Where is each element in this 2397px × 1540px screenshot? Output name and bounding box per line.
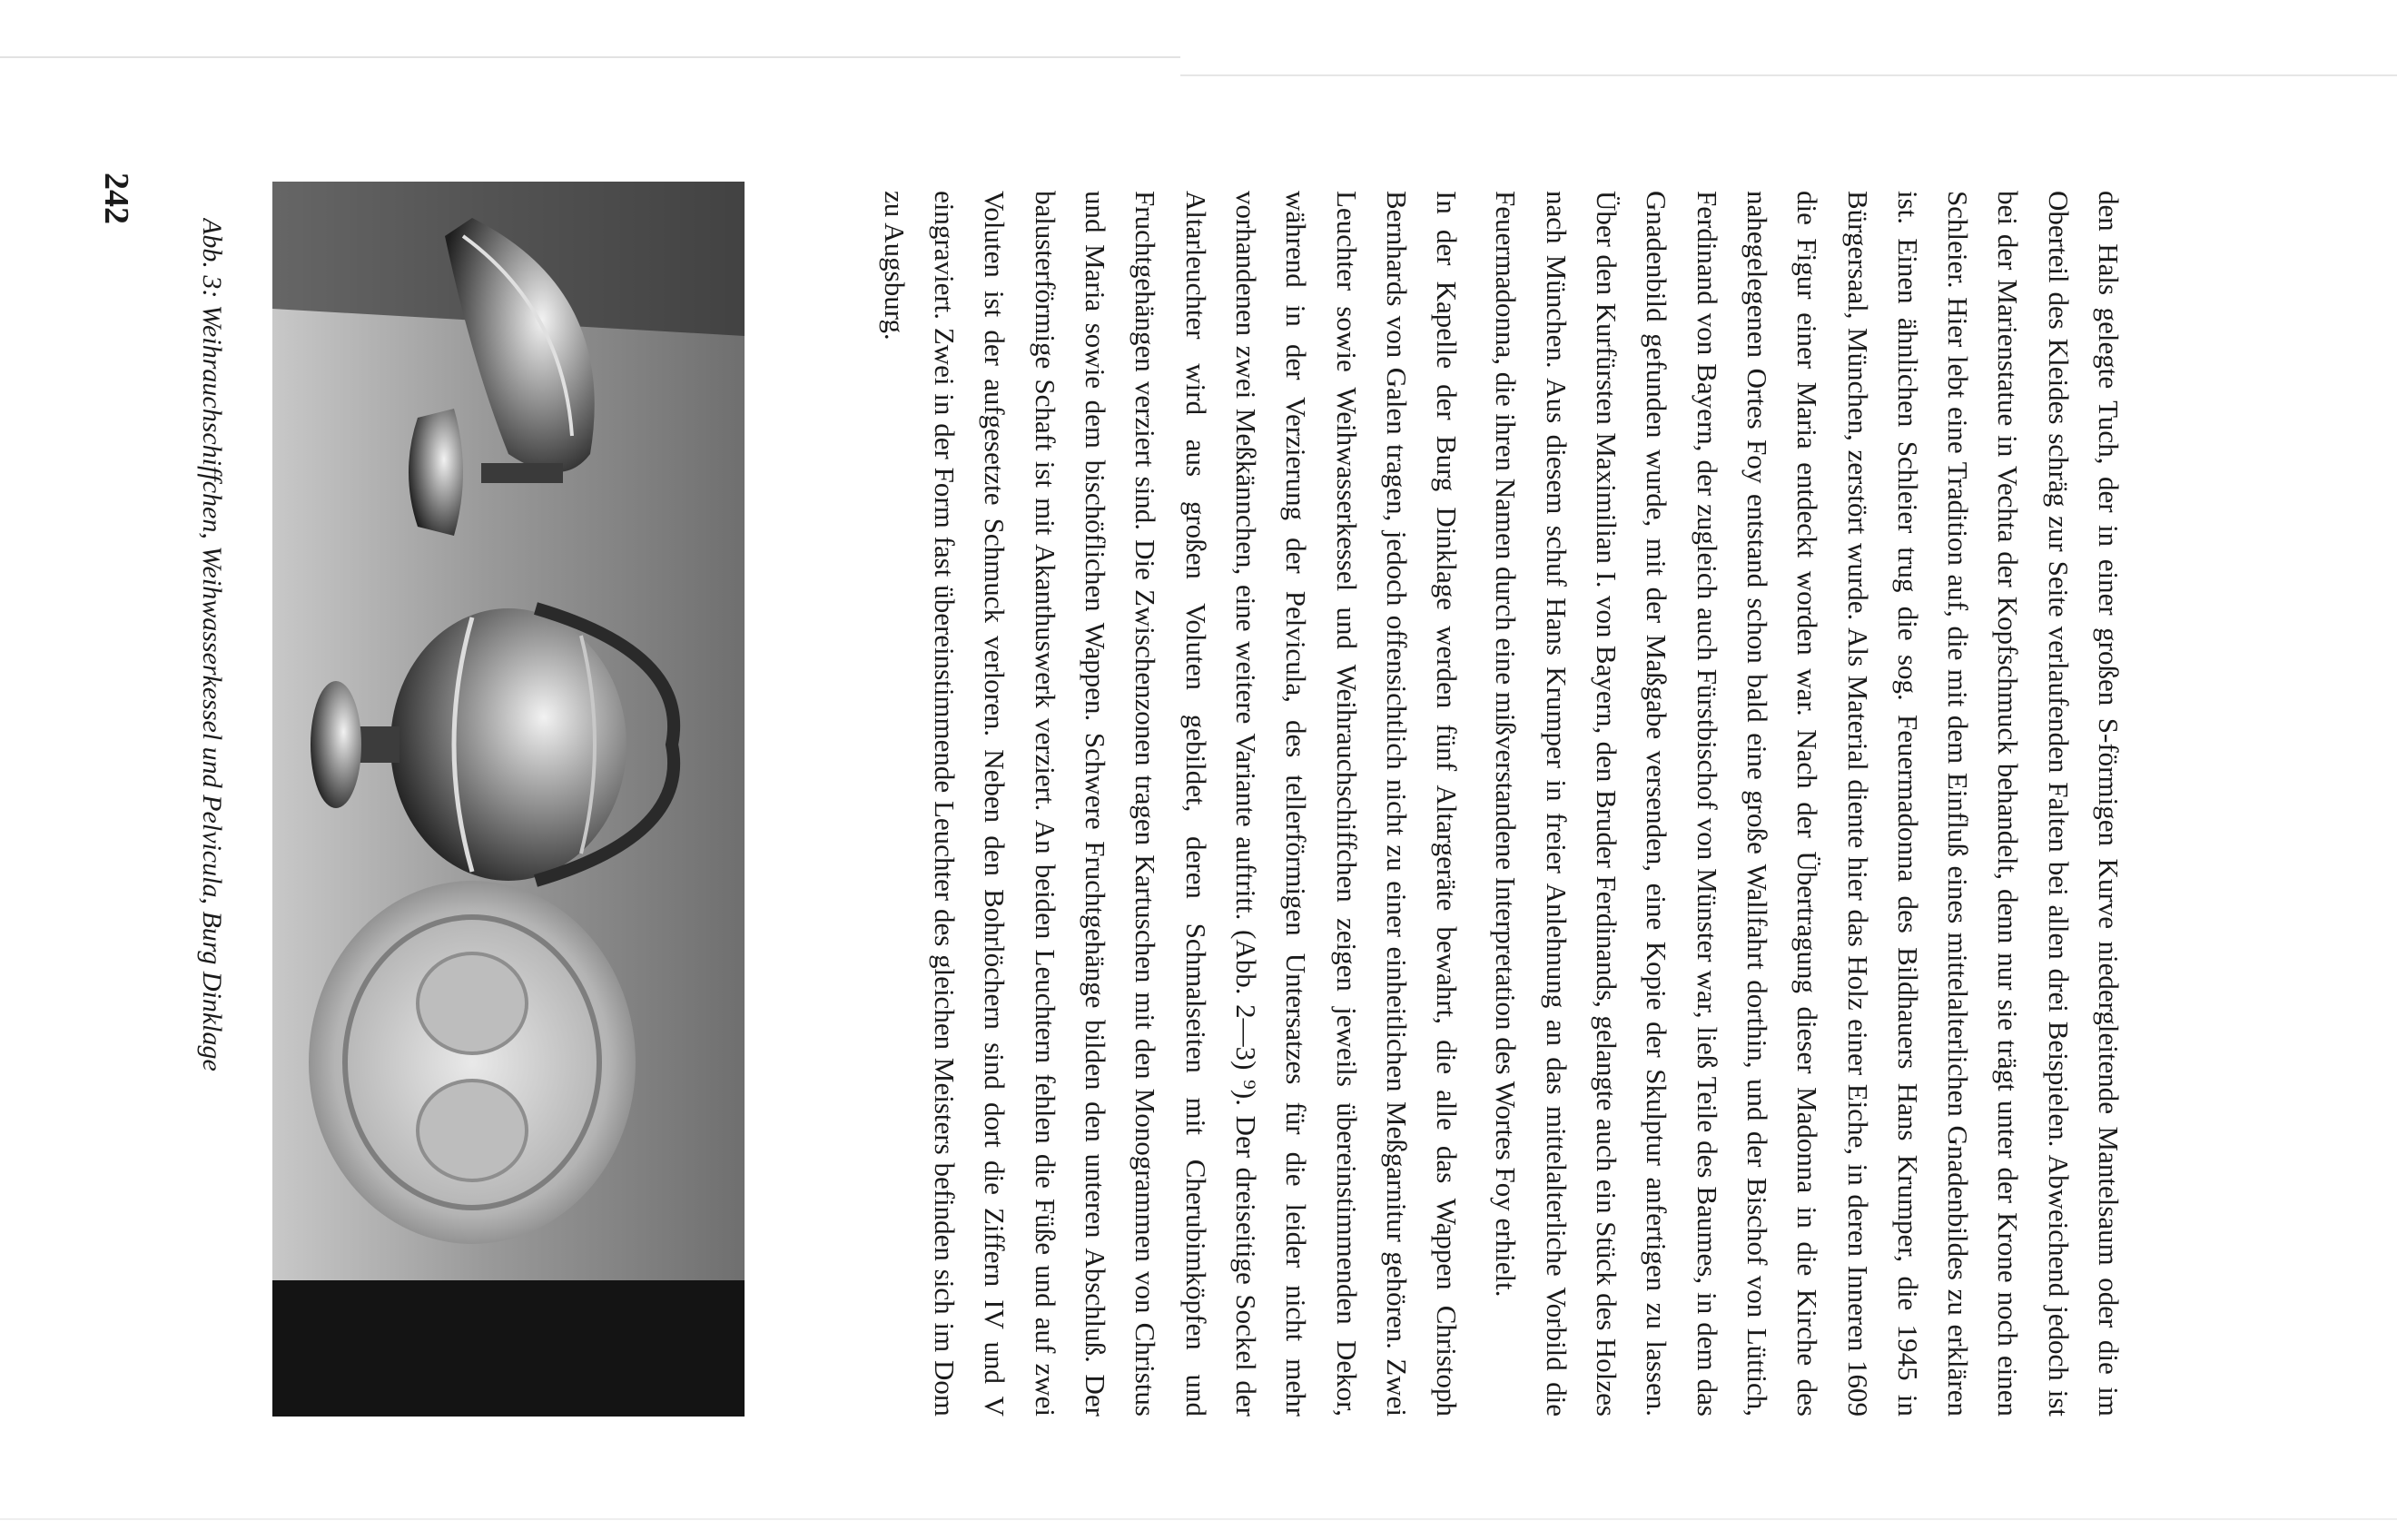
figure-photo-liturgical-vessels [272,182,745,1417]
paragraph-2: In der Kapelle der Burg Dinklage werden fünf Altargeräte bewahrt, die alle das Wappen Christoph Bernhards von Galen tragen, jedoch offensichtlich nicht zu einer einheitlichen Meßgarnitur gehören. Zwei Leuchter sowie Weihwasserkessel und Weihrauchschiffchen zeigen jeweils übereinstimmenden Dekor, während in der Verzierung der Pelvicula, des tellerförmigen Untersatzes für die leider nicht mehr vorhandenen zwei Meßkännchen, eine weitere Variante auftritt. (Abb. 2—3) ⁹). Der dreiseitige Sockel der Altarleuchter wird aus großen Voluten gebildet, deren Schmalseiten mit Cherubimköpfen und Fruchtgehängen verziert sind. Die Zwischenzonen tragen Kartuschen mit den Monogrammen von Christus und Maria sowie dem bischöflichen Wappen. Schwere Fruchtgehänge bilden den unteren Abschluß. Der balusterförmige Schaft ist mit Akanthuswerk verziert. An beiden Leuchtern fehlen die Füße und auf zwei Voluten ist der aufgesetzte Schmuck verloren. Neben den Bohrlöchern sind dort die Ziffern IV und V eingraviert. Zwei in der Form fast übereinstimmende Leuchter des gleichen Meisters befinden sich im Dom zu Augsburg. [878,191,1464,1417]
paragraph-1: den Hals gelegte Tuch, der in einer großen S-förmigen Kurve niedergleitende Mantelsaum oder die im Oberteil des Kleides schräg zur Seite verlaufenden Falten bei allen drei Beispielen. Abweichend jedoch ist bei der Marienstatue in Vechta der Kopfschmuck behandelt, denn nur sie trägt unter der Krone noch einen Schleier. Hier lebt eine Tradition auf, die mit dem Einfluß eines mittelalterlichen Gnadenbildes zu erklären ist. Einen ähnlichen Schleier trug die sog. Feuermadonna des Bildhauers Hans Krumper, die 1945 in Bürgersaal, München, zerstört wurde. Als Material diente hier das Holz einer Eiche, in deren Inneren 1609 die Figur einer Maria entdeckt worden war. Nach der Übertragung dieser Madonna in die Kirche des nahegelegenen Ortes Foy entstand schon bald eine große Wallfahrt dorthin, und der Bischof von Lüttich, Ferdinand von Bayern, der zugleich auch Fürstbischof von Münster war, ließ Teile des Baumes, in dem das Gnadenbild gefunden wurde, mit der Maßgabe versenden, eine Kopie der Skulptur anfertigen zu lassen. Über den Kurfürsten Maximilian I. von Bayern, den Bruder Ferdinands, gelangte auch ein Stück des Holzes nach München. Aus diesem schuf Hans Krumper in freier Anlehnung an das mittelalterliche Vorbild die Feuermadonna, die ihren Namen durch eine mißverstandene Interpretation des Wortes Foy erhielt. [1490,191,2125,1417]
book-page [0,154,2206,1417]
scan-artifact-line [0,56,1180,58]
scan-artifact-line [0,1518,2397,1520]
scan-artifact-line [1180,74,2397,76]
pelvicula-plate-image [309,881,636,1244]
page-number: 242 [97,173,135,224]
figure-caption: Abb. 3: Weihrauchschiffchen, Weihwasserkessel und Pelvicula, Burg Dinklage [197,218,227,1071]
body-text [826,191,2134,1417]
